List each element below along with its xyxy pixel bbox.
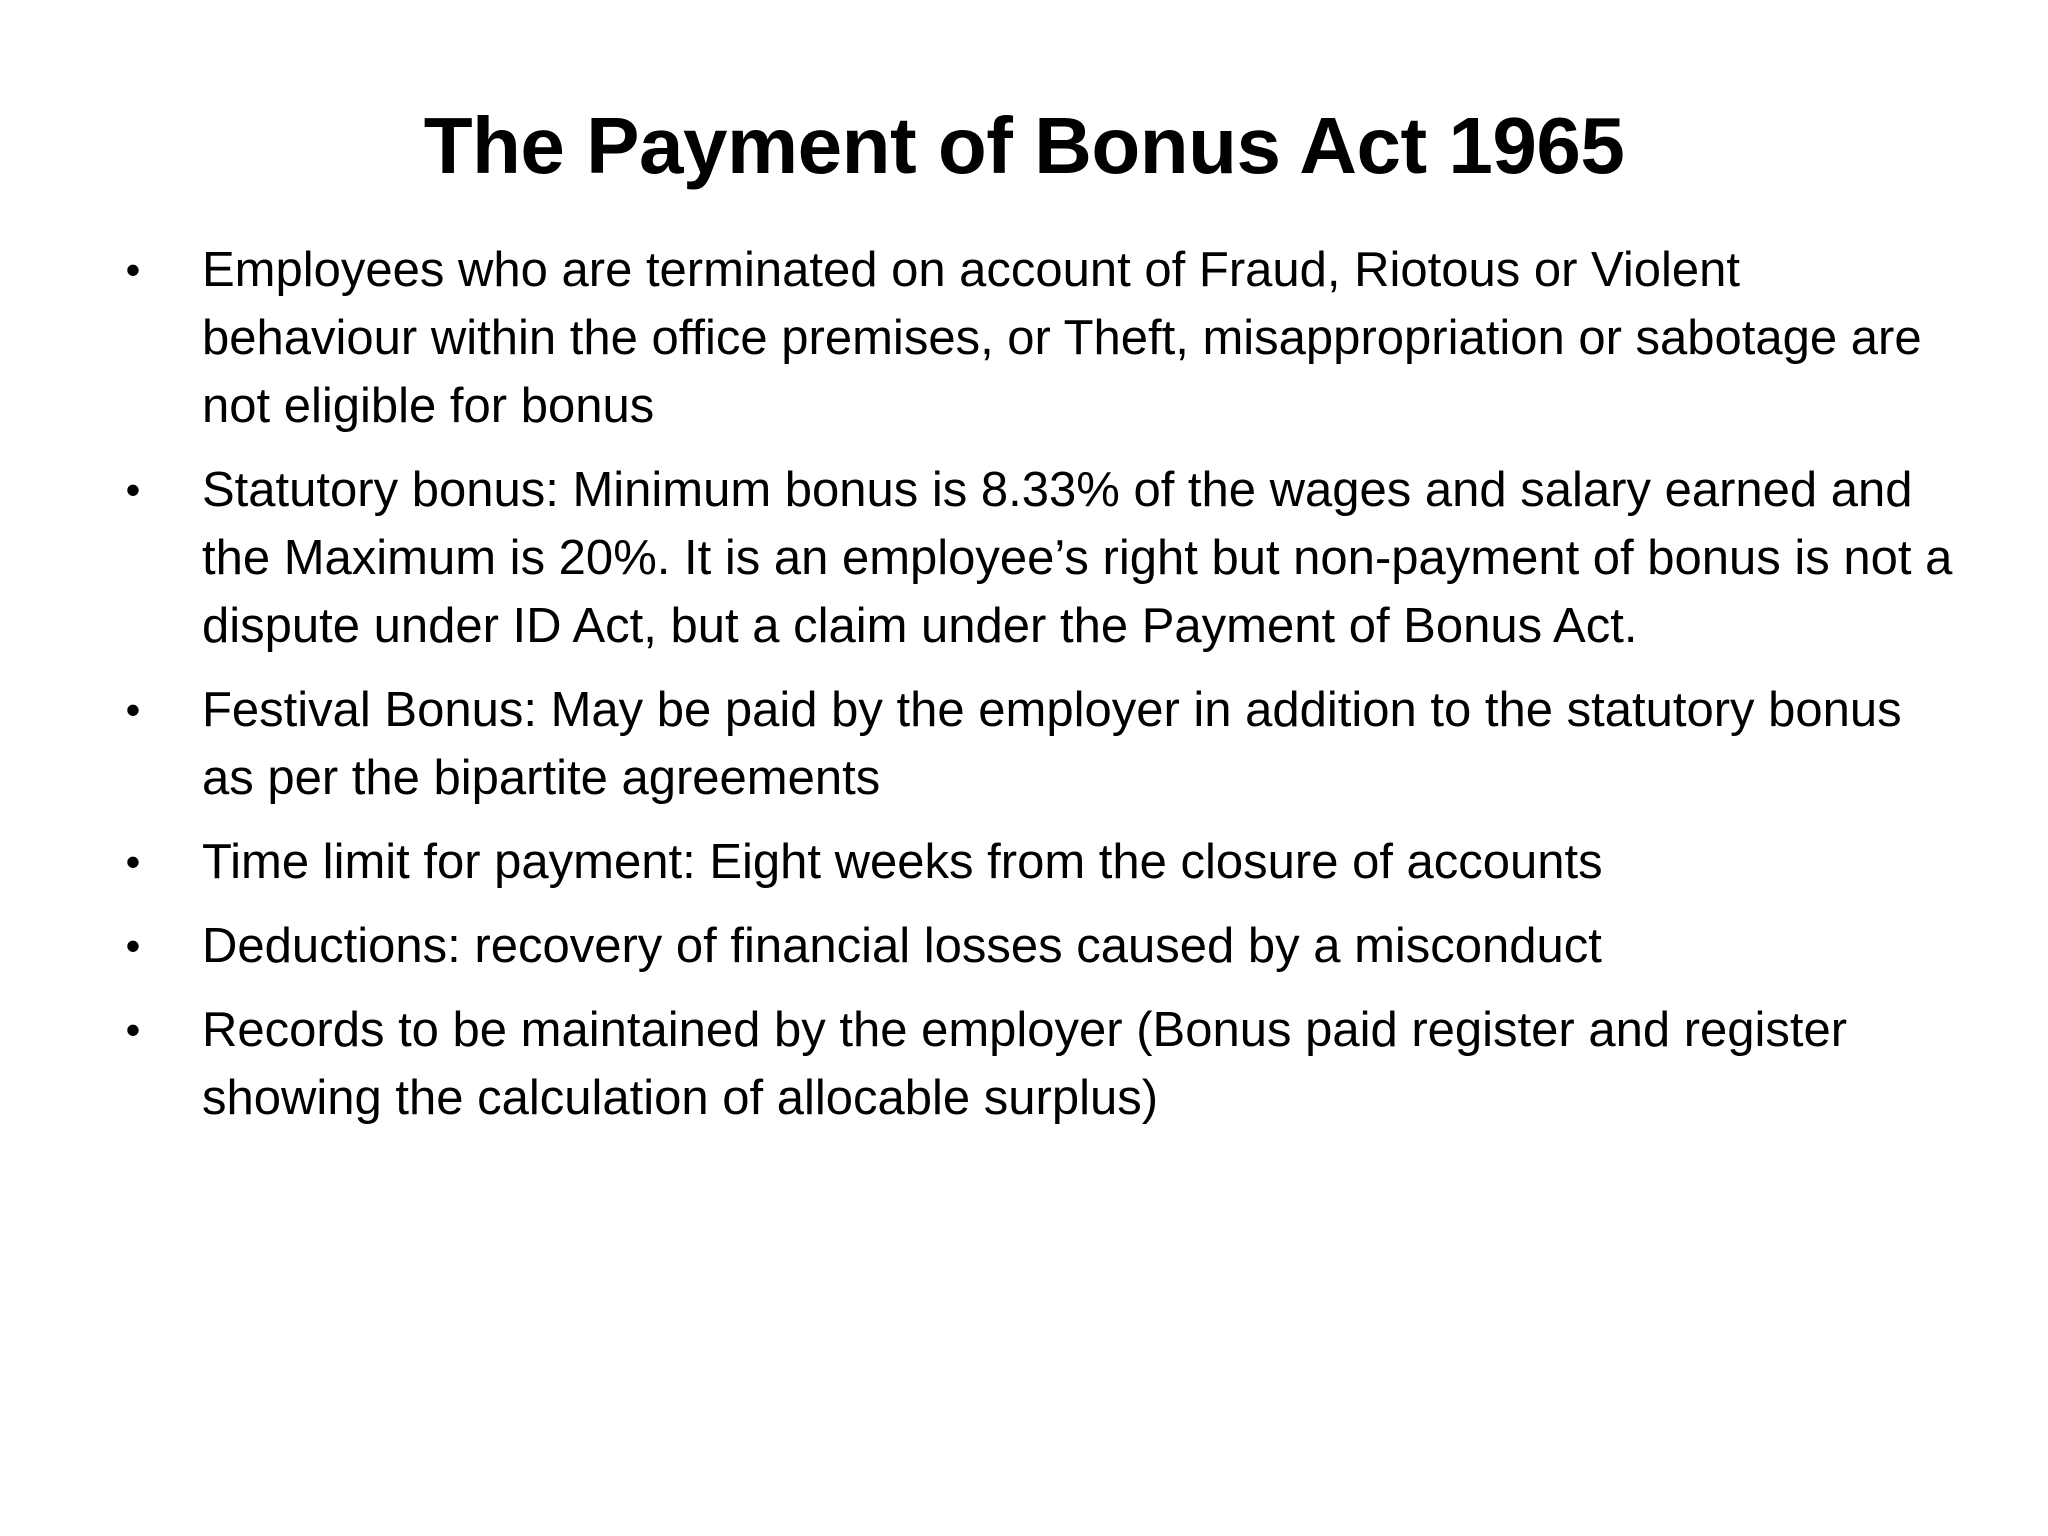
bullet-item — [118, 676, 1958, 812]
bullet-item — [118, 996, 1958, 1132]
bullet-text: Statutory bonus: Minimum bonus is 8.33% of the wages and salary earned and the Maximum is 20%. It is an employee’s right but non-payment of bonus is not a dispute under ID Act, but a claim under the Payment of Bonus Act. — [202, 463, 1953, 653]
bullet-item — [118, 828, 1958, 896]
bullet-text: Employees who are terminated on account of Fraud, Riotous or Violent behaviour within the office premises, or Theft, misappropriation or sabotage are not eligible for bonus — [202, 243, 1922, 433]
bullet-text: Festival Bonus: May be paid by the employer in addition to the statutory bonus as per the bipartite agreements — [202, 683, 1902, 805]
bullet-icon: • — [125, 838, 141, 885]
bullet-icon: • — [125, 1006, 141, 1053]
bullet-item — [118, 456, 1958, 660]
bullet-item — [118, 236, 1958, 440]
bullet-text: Deductions: recovery of financial losses caused by a misconduct — [202, 919, 1602, 973]
bullet-item — [118, 912, 1958, 980]
bullet-text: Time limit for payment: Eight weeks from the closure of accounts — [202, 835, 1603, 889]
bullet-icon: • — [125, 922, 141, 969]
slide-title: The Payment of Bonus Act 1965 — [423, 101, 1625, 190]
bullet-icon: • — [125, 466, 141, 513]
bullet-list — [118, 236, 1958, 1148]
bullet-text: Records to be maintained by the employer (Bonus paid register and register showing the calculation of allocable surplus) — [202, 1003, 1848, 1125]
bullet-icon: • — [125, 686, 141, 733]
bullet-icon: • — [125, 246, 141, 293]
